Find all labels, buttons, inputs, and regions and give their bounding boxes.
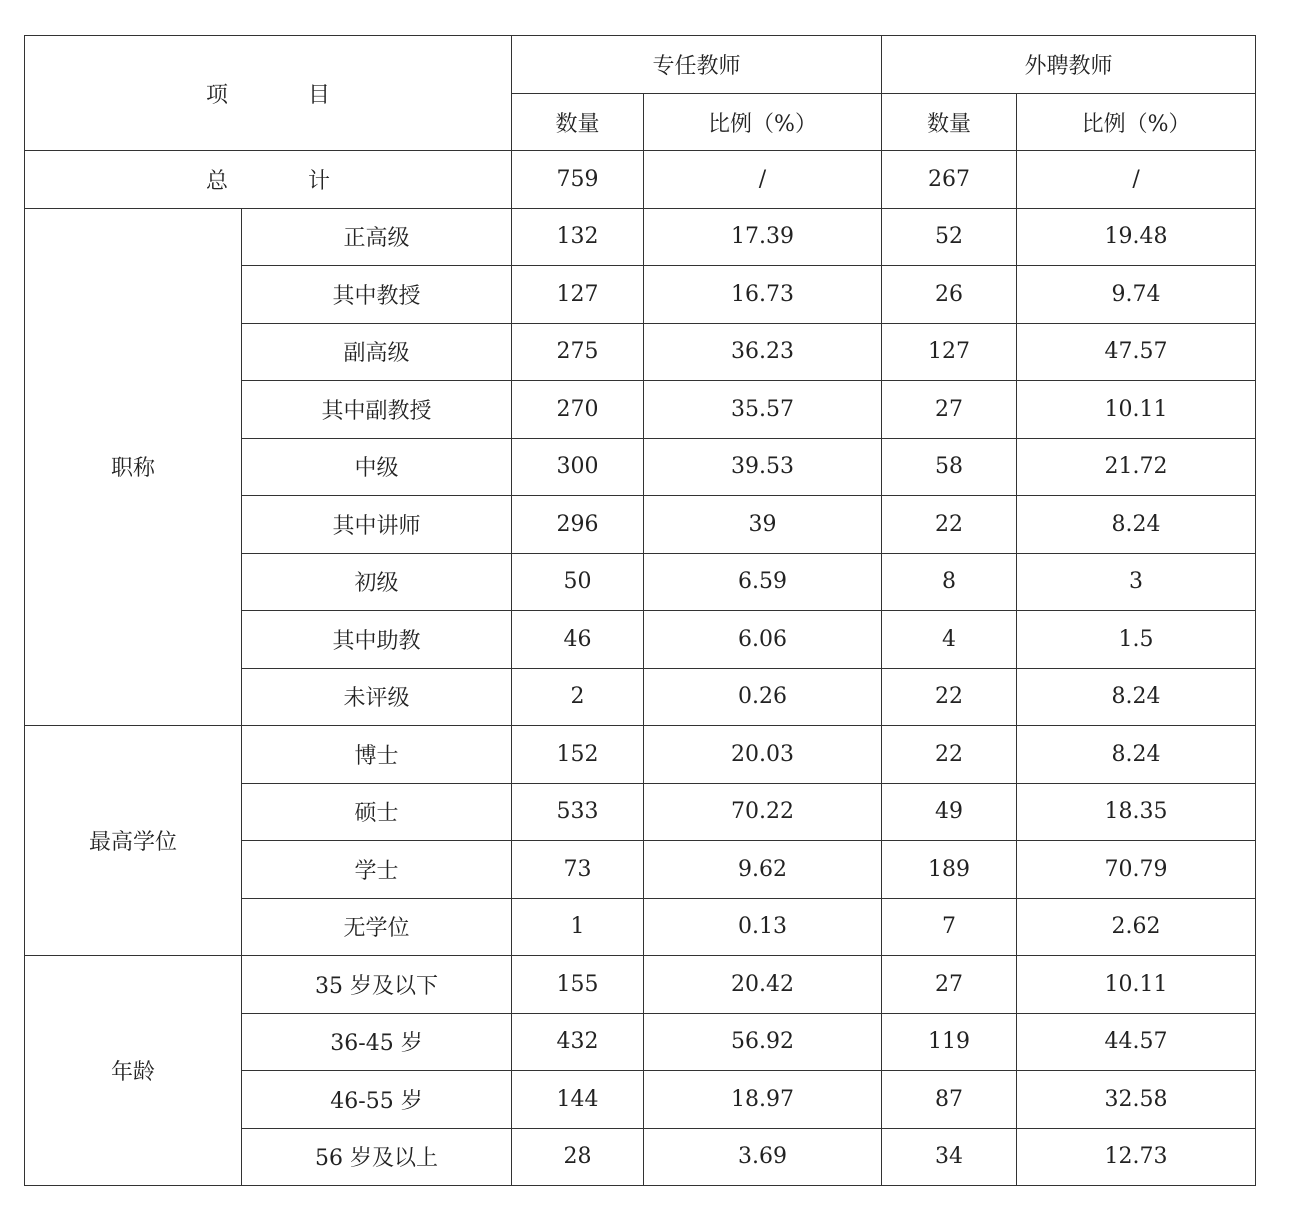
row-label: 无学位 xyxy=(242,898,512,956)
row-label: 36-45 岁 xyxy=(242,1013,512,1071)
external-count-cell: 58 xyxy=(882,438,1017,496)
external-ratio-cell: 44.57 xyxy=(1017,1013,1256,1071)
row-label: 副高级 xyxy=(242,323,512,381)
fulltime-count-cell: 46 xyxy=(512,611,644,669)
row-label: 35 岁及以下 xyxy=(242,956,512,1014)
external-teachers-header: 外聘教师 xyxy=(882,36,1256,94)
fulltime-count-cell: 50 xyxy=(512,553,644,611)
fulltime-ratio-cell: 17.39 xyxy=(644,208,882,266)
row-label: 其中教授 xyxy=(242,266,512,324)
external-ratio-cell: 47.57 xyxy=(1017,323,1256,381)
fulltime-ratio-cell: 0.13 xyxy=(644,898,882,956)
fulltime-teachers-header: 专任教师 xyxy=(512,36,882,94)
fulltime-ratio-cell: 70.22 xyxy=(644,783,882,841)
external-ratio-header: 比例（%） xyxy=(1017,94,1256,151)
external-count-cell: 52 xyxy=(882,208,1017,266)
row-label: 其中讲师 xyxy=(242,496,512,554)
external-ratio-cell: 10.11 xyxy=(1017,956,1256,1014)
external-ratio-cell: 32.58 xyxy=(1017,1071,1256,1129)
row-label: 正高级 xyxy=(242,208,512,266)
item-header-second: 目 xyxy=(308,82,331,108)
external-ratio-cell: 3 xyxy=(1017,553,1256,611)
section-label: 年龄 xyxy=(25,956,242,1186)
total-label-second: 计 xyxy=(308,168,331,194)
fulltime-count-cell: 73 xyxy=(512,841,644,899)
teacher-statistics-table xyxy=(24,35,1256,1186)
fulltime-count-cell: 270 xyxy=(512,381,644,439)
item-header-cell xyxy=(25,36,512,151)
external-ratio-cell: 12.73 xyxy=(1017,1128,1256,1186)
row-label: 中级 xyxy=(242,438,512,496)
external-count-cell: 34 xyxy=(882,1128,1017,1186)
table-row xyxy=(25,956,1256,1014)
fulltime-ratio-cell: 20.03 xyxy=(644,726,882,784)
fulltime-ratio-cell: 35.57 xyxy=(644,381,882,439)
table-row xyxy=(25,726,1256,784)
external-ratio-cell: 9.74 xyxy=(1017,266,1256,324)
fulltime-count-cell: 152 xyxy=(512,726,644,784)
fulltime-count-cell: 432 xyxy=(512,1013,644,1071)
fulltime-count-cell: 300 xyxy=(512,438,644,496)
external-ratio-cell: 8.24 xyxy=(1017,496,1256,554)
total-fulltime-ratio: / xyxy=(644,151,882,209)
header-row-top xyxy=(25,36,1256,94)
total-label-first: 总 xyxy=(205,168,228,194)
fulltime-count-header: 数量 xyxy=(512,94,644,151)
row-label: 学士 xyxy=(242,841,512,899)
row-label: 硕士 xyxy=(242,783,512,841)
fulltime-ratio-cell: 6.06 xyxy=(644,611,882,669)
fulltime-ratio-cell: 39.53 xyxy=(644,438,882,496)
fulltime-ratio-cell: 16.73 xyxy=(644,266,882,324)
external-count-cell: 7 xyxy=(882,898,1017,956)
external-ratio-cell: 2.62 xyxy=(1017,898,1256,956)
total-external-count: 267 xyxy=(882,151,1017,209)
fulltime-count-cell: 132 xyxy=(512,208,644,266)
external-count-cell: 22 xyxy=(882,496,1017,554)
fulltime-ratio-cell: 56.92 xyxy=(644,1013,882,1071)
total-row xyxy=(25,151,1256,209)
external-count-cell: 119 xyxy=(882,1013,1017,1071)
section-label: 职称 xyxy=(25,208,242,726)
external-count-cell: 22 xyxy=(882,726,1017,784)
row-label: 46-55 岁 xyxy=(242,1071,512,1129)
row-label: 初级 xyxy=(242,553,512,611)
fulltime-count-cell: 155 xyxy=(512,956,644,1014)
fulltime-count-cell: 533 xyxy=(512,783,644,841)
external-count-cell: 189 xyxy=(882,841,1017,899)
row-label: 其中助教 xyxy=(242,611,512,669)
row-label: 未评级 xyxy=(242,668,512,726)
external-count-cell: 87 xyxy=(882,1071,1017,1129)
external-count-cell: 127 xyxy=(882,323,1017,381)
fulltime-ratio-cell: 6.59 xyxy=(644,553,882,611)
total-fulltime-count: 759 xyxy=(512,151,644,209)
total-label-cell xyxy=(25,151,512,209)
fulltime-ratio-header: 比例（%） xyxy=(644,94,882,151)
row-label: 其中副教授 xyxy=(242,381,512,439)
fulltime-ratio-cell: 3.69 xyxy=(644,1128,882,1186)
fulltime-ratio-cell: 39 xyxy=(644,496,882,554)
external-ratio-cell: 8.24 xyxy=(1017,668,1256,726)
section-label: 最高学位 xyxy=(25,726,242,956)
fulltime-ratio-cell: 20.42 xyxy=(644,956,882,1014)
external-ratio-cell: 70.79 xyxy=(1017,841,1256,899)
external-count-cell: 27 xyxy=(882,381,1017,439)
fulltime-ratio-cell: 36.23 xyxy=(644,323,882,381)
external-ratio-cell: 18.35 xyxy=(1017,783,1256,841)
fulltime-count-cell: 127 xyxy=(512,266,644,324)
row-label: 博士 xyxy=(242,726,512,784)
fulltime-count-cell: 144 xyxy=(512,1071,644,1129)
item-header-first: 项 xyxy=(205,82,228,108)
fulltime-count-cell: 296 xyxy=(512,496,644,554)
external-count-cell: 49 xyxy=(882,783,1017,841)
table-row xyxy=(25,208,1256,266)
fulltime-count-cell: 28 xyxy=(512,1128,644,1186)
external-count-cell: 22 xyxy=(882,668,1017,726)
external-ratio-cell: 1.5 xyxy=(1017,611,1256,669)
fulltime-ratio-cell: 0.26 xyxy=(644,668,882,726)
fulltime-ratio-cell: 18.97 xyxy=(644,1071,882,1129)
external-ratio-cell: 8.24 xyxy=(1017,726,1256,784)
external-ratio-cell: 21.72 xyxy=(1017,438,1256,496)
fulltime-count-cell: 275 xyxy=(512,323,644,381)
external-count-cell: 4 xyxy=(882,611,1017,669)
external-count-cell: 26 xyxy=(882,266,1017,324)
external-count-header: 数量 xyxy=(882,94,1017,151)
external-ratio-cell: 19.48 xyxy=(1017,208,1256,266)
external-ratio-cell: 10.11 xyxy=(1017,381,1256,439)
fulltime-count-cell: 1 xyxy=(512,898,644,956)
total-external-ratio: / xyxy=(1017,151,1256,209)
fulltime-count-cell: 2 xyxy=(512,668,644,726)
external-count-cell: 27 xyxy=(882,956,1017,1014)
row-label: 56 岁及以上 xyxy=(242,1128,512,1186)
external-count-cell: 8 xyxy=(882,553,1017,611)
fulltime-ratio-cell: 9.62 xyxy=(644,841,882,899)
